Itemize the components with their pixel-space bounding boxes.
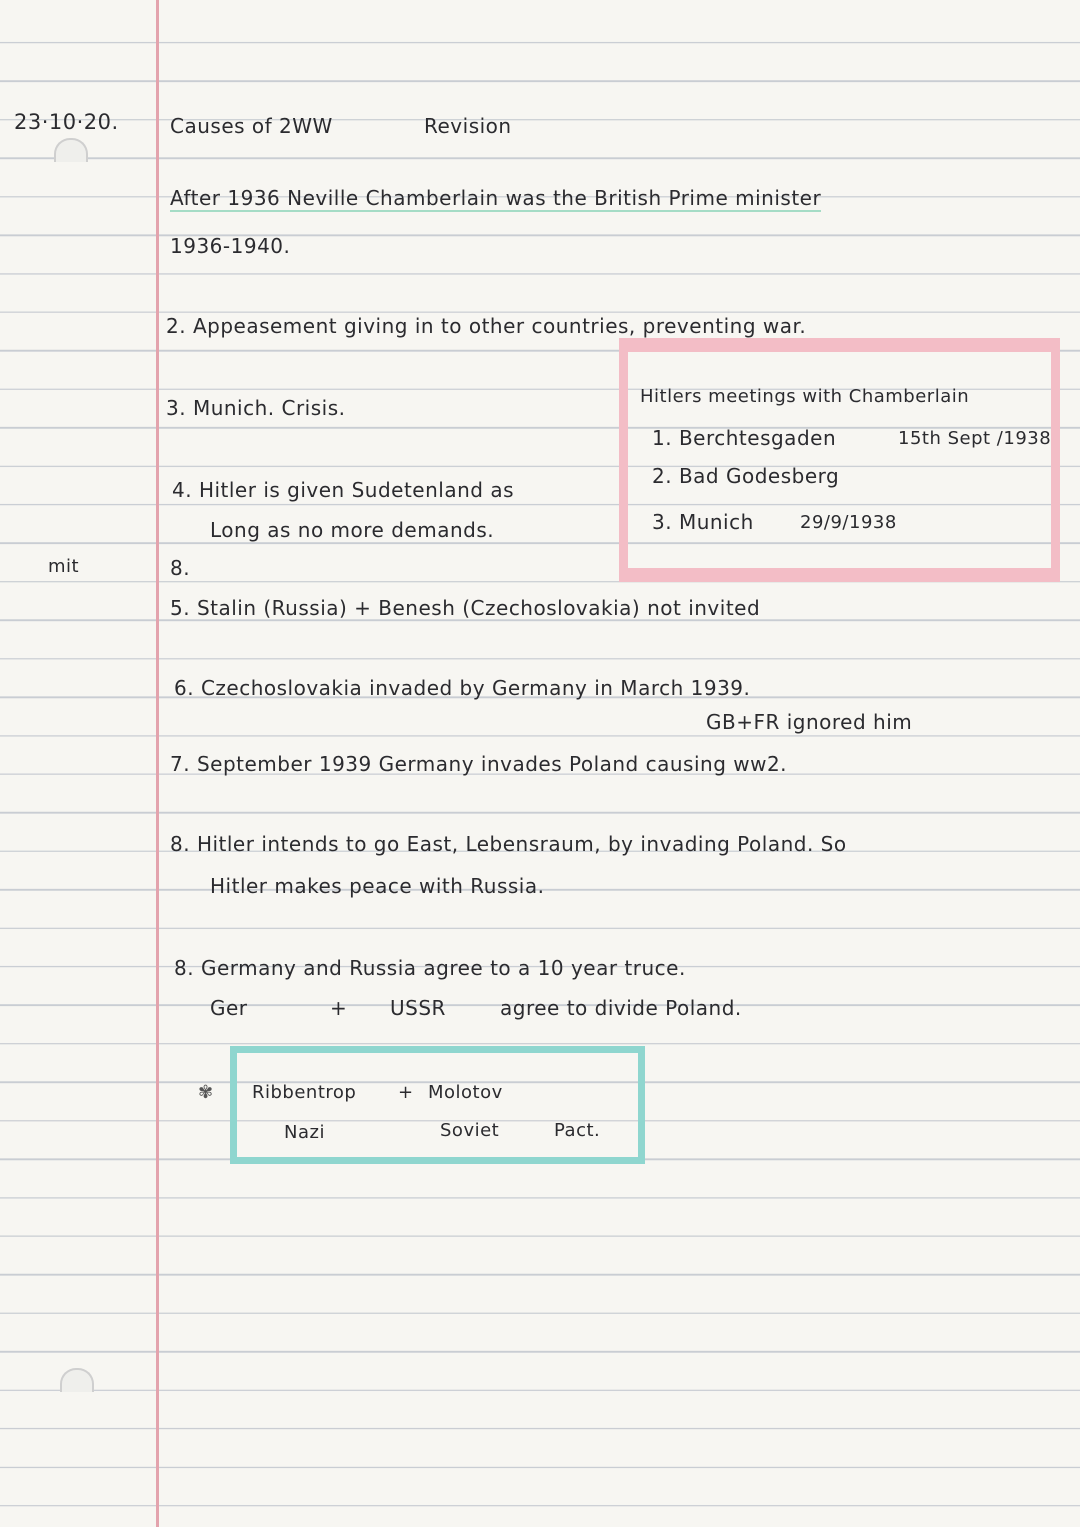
- note-line-8b: Hitler makes peace with Russia.: [210, 874, 545, 898]
- note-line-6: 6. Czechoslovakia invaded by Germany in March 1939.: [174, 676, 751, 700]
- pact-pact: Pact.: [554, 1120, 601, 1141]
- note-line-3: 3. Munich. Crisis.: [166, 396, 346, 420]
- pact-box: [230, 1046, 645, 1164]
- meeting-item-1-date: 15th Sept /1938: [898, 428, 1052, 449]
- note-line-9: 8. Germany and Russia agree to a 10 year truce.: [174, 956, 686, 980]
- note-line-9b-plus: +: [330, 996, 348, 1020]
- meetings-heading: Hitlers meetings with Chamberlain: [640, 386, 970, 407]
- pact-ribbentrop: Ribbentrop: [252, 1082, 357, 1103]
- note-line-8: 8. Hitler intends to go East, Lebensraum, by invading Poland. So: [170, 832, 847, 856]
- meeting-item-3: 3. Munich: [652, 510, 754, 534]
- note-line-7: 7. September 1939 Germany invades Poland causing ww2.: [170, 752, 788, 776]
- note-line-1: [170, 186, 821, 210]
- note-line-1b: 1936-1940.: [170, 234, 291, 258]
- note-subtitle: Revision: [424, 114, 512, 138]
- note-line-9b-rest: agree to divide Poland.: [500, 996, 742, 1020]
- margin-line: [156, 0, 159, 1527]
- meetings-highlight-box: [619, 338, 1060, 582]
- note-line-4: 4. Hitler is given Sudetenland as: [172, 478, 514, 502]
- pact-molotov: Molotov: [428, 1082, 503, 1103]
- note-line-9b-ussr: USSR: [390, 996, 446, 1020]
- note-line-2: 2. Appeasement giving in to other countries, preventing war.: [166, 314, 807, 338]
- punch-hole: [60, 1368, 94, 1392]
- pact-nazi: Nazi: [284, 1122, 325, 1143]
- note-line-4b: Long as no more demands.: [210, 518, 495, 542]
- note-line-1-text: After 1936 Neville Chamberlain was the British Prime minister: [170, 186, 822, 210]
- meeting-item-1: 1. Berchtesgaden: [652, 426, 837, 450]
- note-line-6b: GB+FR ignored him: [706, 710, 913, 734]
- pact-plus: +: [398, 1082, 414, 1103]
- note-date: 23·10·20.: [14, 110, 119, 134]
- meeting-item-3-date: 29/9/1938: [800, 512, 897, 533]
- doodle-icon: ✾: [198, 1082, 214, 1103]
- note-line-4c: 8.: [170, 556, 191, 580]
- note-line-5: 5. Stalin (Russia) + Benesh (Czechoslovakia) not invited: [170, 596, 761, 620]
- margin-note: mit: [48, 556, 80, 577]
- pact-soviet: Soviet: [440, 1120, 500, 1141]
- punch-hole: [54, 138, 88, 162]
- note-line-9b-ger: Ger: [210, 996, 248, 1020]
- note-title: Causes of 2WW: [170, 114, 333, 138]
- meeting-item-2: 2. Bad Godesberg: [652, 464, 840, 488]
